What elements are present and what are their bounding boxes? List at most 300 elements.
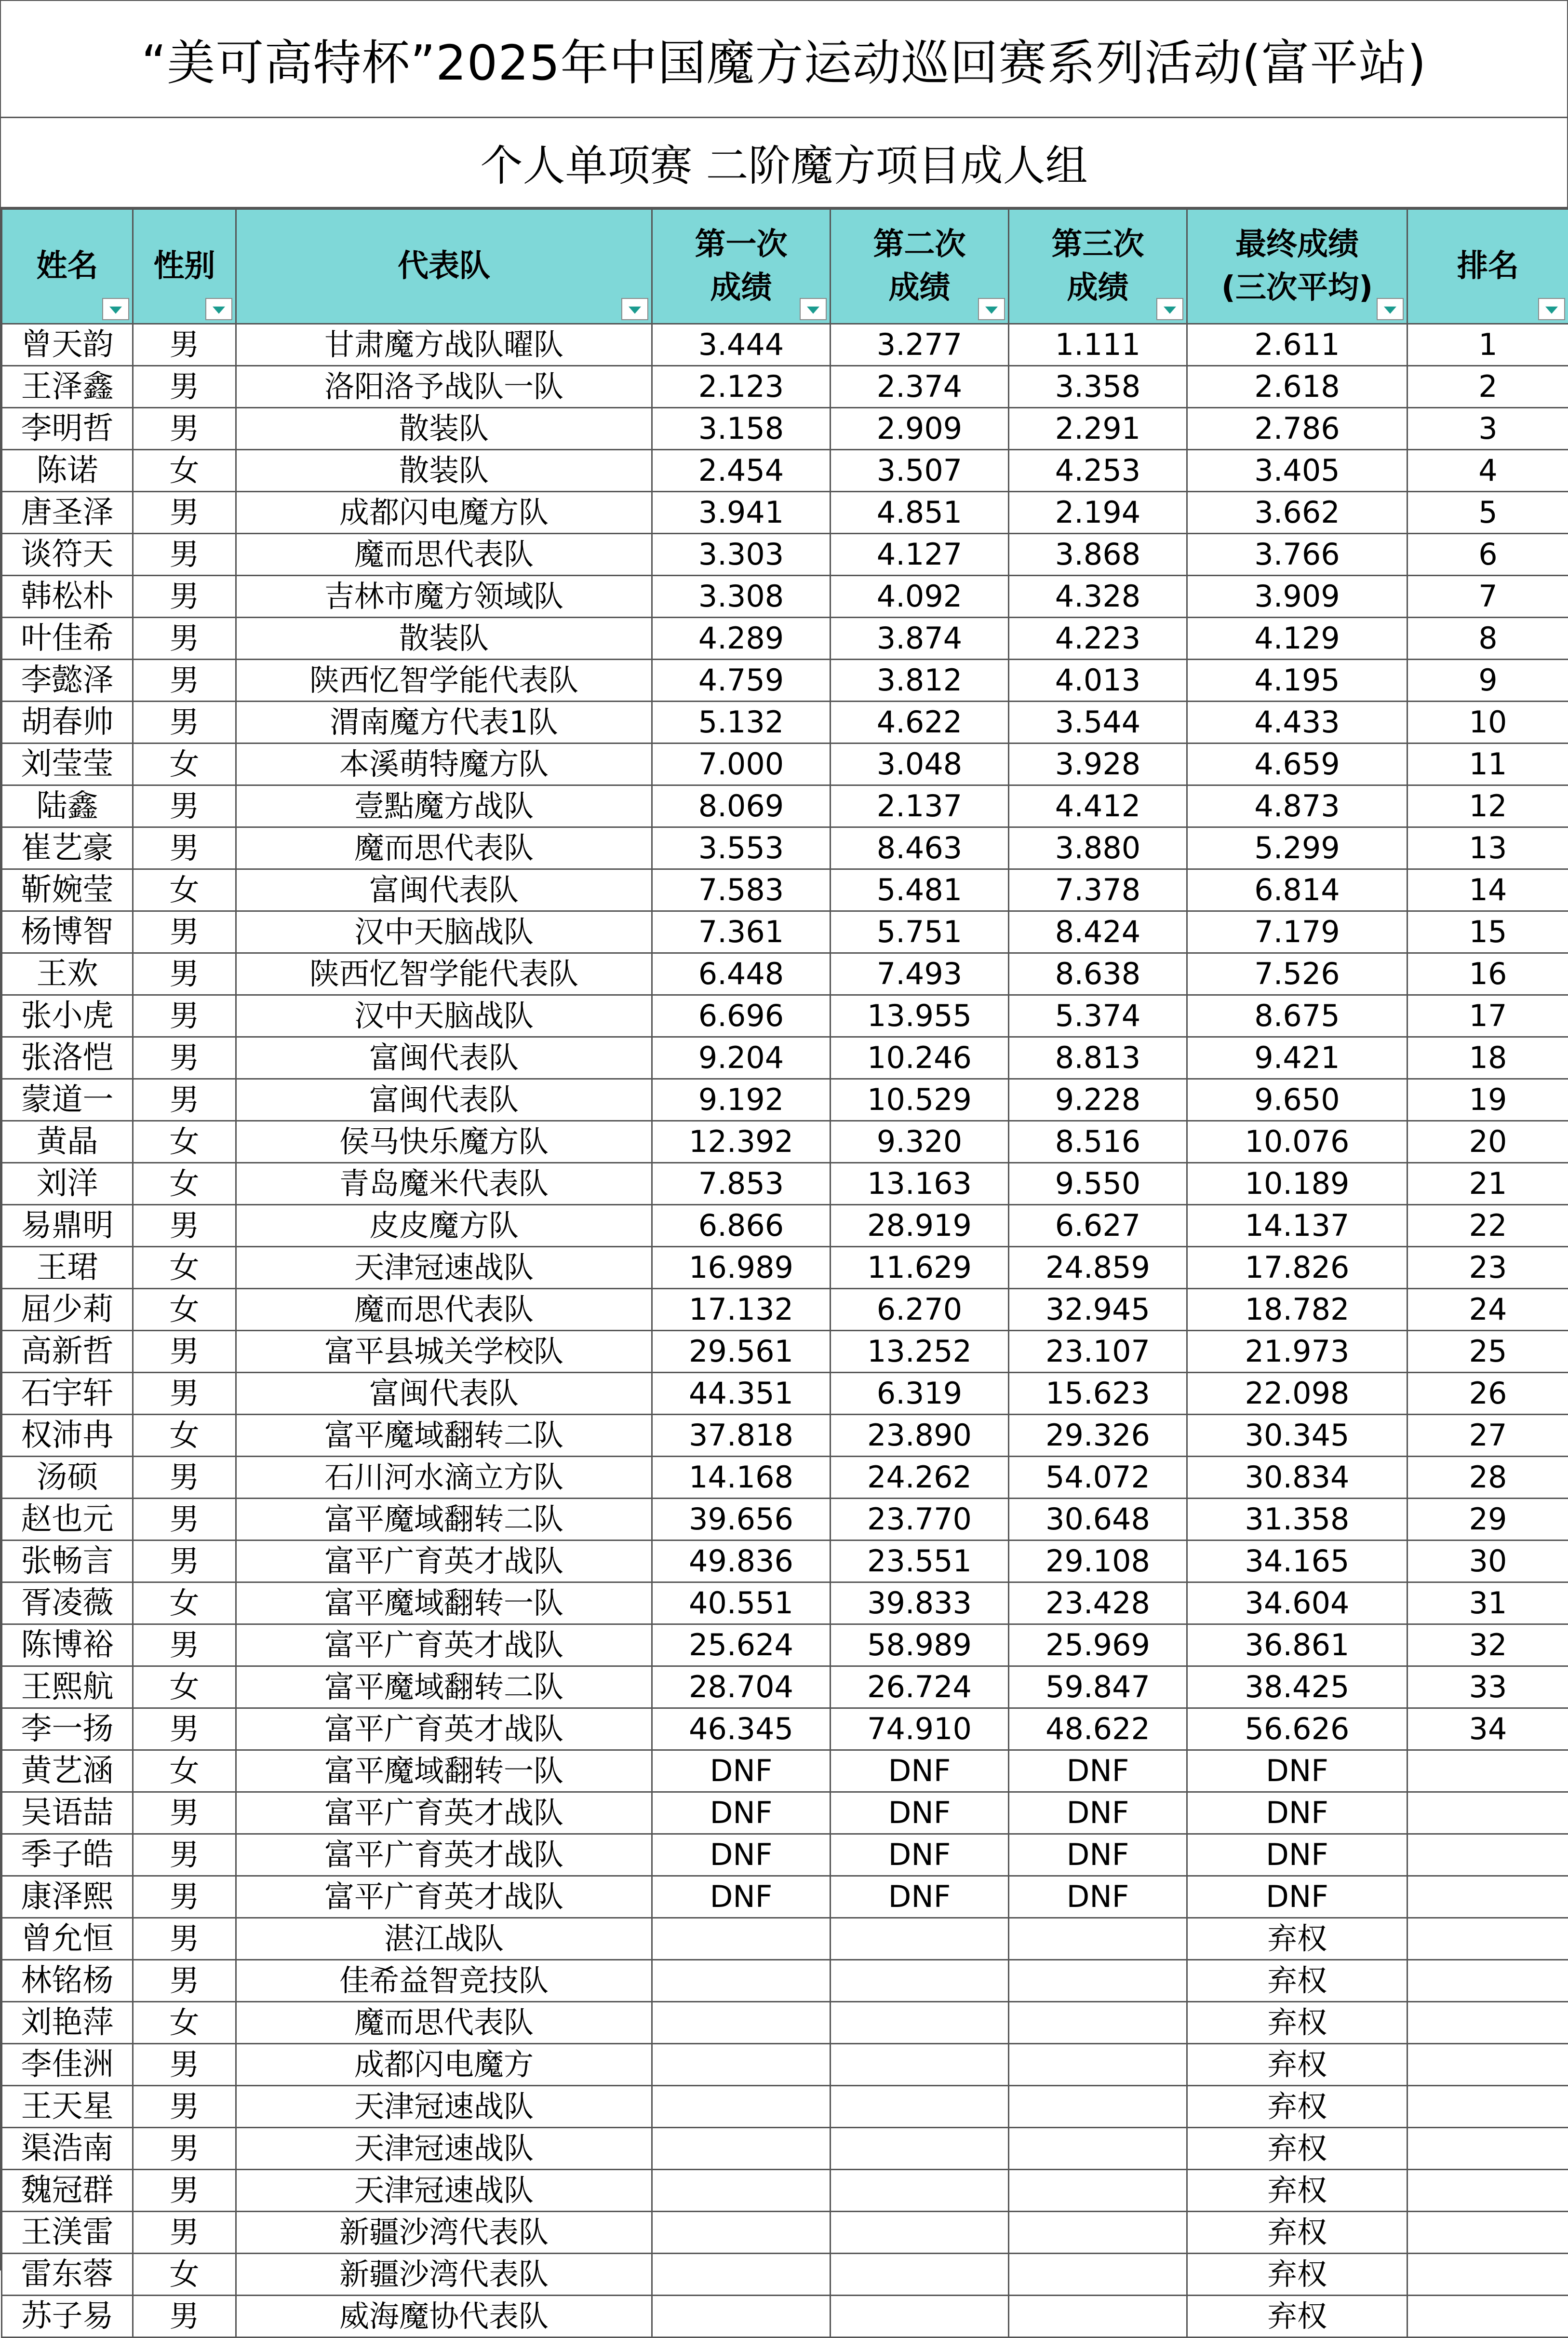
round3-cell[interactable] <box>1009 2002 1187 2044</box>
final-cell[interactable]: 34.165 <box>1187 1541 1407 1582</box>
round3-cell[interactable] <box>1009 1918 1187 1960</box>
rank-cell[interactable]: 15 <box>1407 911 1568 953</box>
gender-cell[interactable]: 男 <box>133 324 236 366</box>
rank-cell[interactable]: 34 <box>1407 1708 1568 1750</box>
name-cell[interactable]: 屈少莉 <box>2 1289 133 1331</box>
filter-dropdown-icon[interactable] <box>205 298 232 320</box>
team-cell[interactable]: 富平广育英才战队 <box>236 1834 652 1876</box>
round3-cell[interactable] <box>1009 2170 1187 2212</box>
final-cell[interactable]: 弃权 <box>1187 2002 1407 2044</box>
team-cell[interactable]: 洛阳洛予战队一队 <box>236 366 652 408</box>
final-cell[interactable]: 弃权 <box>1187 2086 1407 2128</box>
round1-cell[interactable]: 6.696 <box>652 995 831 1037</box>
team-cell[interactable]: 散装队 <box>236 450 652 492</box>
round1-cell[interactable]: 7.583 <box>652 869 831 911</box>
rank-cell[interactable]: 4 <box>1407 450 1568 492</box>
round3-cell[interactable]: 29.326 <box>1009 1415 1187 1457</box>
name-cell[interactable]: 陈诺 <box>2 450 133 492</box>
rank-cell[interactable] <box>1407 1792 1568 1834</box>
rank-cell[interactable]: 12 <box>1407 785 1568 827</box>
round3-cell[interactable]: 23.428 <box>1009 1582 1187 1624</box>
final-cell[interactable]: 18.782 <box>1187 1289 1407 1331</box>
round2-cell[interactable]: 4.127 <box>831 534 1009 576</box>
round2-cell[interactable]: 58.989 <box>831 1624 1009 1666</box>
round2-cell[interactable]: DNF <box>831 1834 1009 1876</box>
name-cell[interactable]: 王泽鑫 <box>2 366 133 408</box>
team-cell[interactable]: 天津冠速战队 <box>236 2086 652 2128</box>
rank-cell[interactable]: 30 <box>1407 1541 1568 1582</box>
team-cell[interactable]: 甘肃魔方战队曜队 <box>236 324 652 366</box>
gender-cell[interactable]: 男 <box>133 660 236 702</box>
name-cell[interactable]: 叶佳希 <box>2 618 133 660</box>
rank-cell[interactable]: 33 <box>1407 1666 1568 1708</box>
name-cell[interactable]: 易鼎明 <box>2 1205 133 1247</box>
final-cell[interactable]: 3.766 <box>1187 534 1407 576</box>
gender-cell[interactable]: 男 <box>133 2128 236 2170</box>
rank-cell[interactable] <box>1407 1750 1568 1792</box>
round2-cell[interactable]: 13.163 <box>831 1163 1009 1205</box>
rank-cell[interactable]: 29 <box>1407 1499 1568 1541</box>
name-cell[interactable]: 权沛冉 <box>2 1415 133 1457</box>
rank-cell[interactable]: 6 <box>1407 534 1568 576</box>
rank-cell[interactable]: 28 <box>1407 1457 1568 1499</box>
team-cell[interactable]: 富平魔域翻转一队 <box>236 1582 652 1624</box>
round1-cell[interactable]: DNF <box>652 1792 831 1834</box>
round1-cell[interactable]: 8.069 <box>652 785 831 827</box>
round1-cell[interactable] <box>652 2002 831 2044</box>
rank-cell[interactable] <box>1407 1918 1568 1960</box>
final-cell[interactable]: 2.611 <box>1187 324 1407 366</box>
rank-cell[interactable] <box>1407 2002 1568 2044</box>
round2-cell[interactable]: 13.252 <box>831 1331 1009 1373</box>
round1-cell[interactable]: 12.392 <box>652 1121 831 1163</box>
gender-cell[interactable]: 女 <box>133 1289 236 1331</box>
round2-cell[interactable]: 9.320 <box>831 1121 1009 1163</box>
round3-cell[interactable]: 8.424 <box>1009 911 1187 953</box>
round1-cell[interactable]: DNF <box>652 1834 831 1876</box>
round3-cell[interactable]: 3.358 <box>1009 366 1187 408</box>
round3-cell[interactable]: 48.622 <box>1009 1708 1187 1750</box>
name-cell[interactable]: 谈符天 <box>2 534 133 576</box>
team-cell[interactable]: 富平广育英才战队 <box>236 1708 652 1750</box>
round3-cell[interactable]: 2.291 <box>1009 408 1187 450</box>
filter-dropdown-icon[interactable] <box>102 298 129 320</box>
rank-cell[interactable]: 9 <box>1407 660 1568 702</box>
name-cell[interactable]: 张小虎 <box>2 995 133 1037</box>
team-cell[interactable]: 富闽代表队 <box>236 1037 652 1079</box>
round1-cell[interactable]: 16.989 <box>652 1247 831 1289</box>
name-cell[interactable]: 季子皓 <box>2 1834 133 1876</box>
team-cell[interactable]: 富平魔域翻转二队 <box>236 1415 652 1457</box>
rank-cell[interactable]: 18 <box>1407 1037 1568 1079</box>
round3-cell[interactable]: 4.253 <box>1009 450 1187 492</box>
rank-cell[interactable] <box>1407 2296 1568 2338</box>
name-cell[interactable]: 李明哲 <box>2 408 133 450</box>
team-cell[interactable]: 威海魔协代表队 <box>236 2296 652 2338</box>
filter-dropdown-icon[interactable] <box>1156 298 1183 320</box>
final-cell[interactable]: 34.604 <box>1187 1582 1407 1624</box>
round2-cell[interactable] <box>831 2002 1009 2044</box>
round3-cell[interactable]: DNF <box>1009 1876 1187 1918</box>
round3-cell[interactable]: 3.544 <box>1009 702 1187 743</box>
round2-cell[interactable]: 11.629 <box>831 1247 1009 1289</box>
name-cell[interactable]: 张洛恺 <box>2 1037 133 1079</box>
round2-cell[interactable]: DNF <box>831 1876 1009 1918</box>
name-cell[interactable]: 靳婉莹 <box>2 869 133 911</box>
round2-cell[interactable]: 23.770 <box>831 1499 1009 1541</box>
rank-cell[interactable] <box>1407 1834 1568 1876</box>
rank-cell[interactable]: 13 <box>1407 827 1568 869</box>
round3-cell[interactable]: 1.111 <box>1009 324 1187 366</box>
name-cell[interactable]: 林铭杨 <box>2 1960 133 2002</box>
final-cell[interactable]: 17.826 <box>1187 1247 1407 1289</box>
gender-cell[interactable]: 男 <box>133 1373 236 1415</box>
team-cell[interactable]: 天津冠速战队 <box>236 2170 652 2212</box>
round3-cell[interactable]: 4.412 <box>1009 785 1187 827</box>
final-cell[interactable]: 38.425 <box>1187 1666 1407 1708</box>
round3-cell[interactable]: 2.194 <box>1009 492 1187 534</box>
rank-cell[interactable]: 5 <box>1407 492 1568 534</box>
round1-cell[interactable]: 28.704 <box>652 1666 831 1708</box>
rank-cell[interactable]: 2 <box>1407 366 1568 408</box>
round1-cell[interactable]: 3.303 <box>652 534 831 576</box>
team-cell[interactable]: 石川河水滴立方队 <box>236 1457 652 1499</box>
round2-cell[interactable]: 2.909 <box>831 408 1009 450</box>
round1-cell[interactable]: 37.818 <box>652 1415 831 1457</box>
final-cell[interactable]: 2.786 <box>1187 408 1407 450</box>
round1-cell[interactable] <box>652 2044 831 2086</box>
round3-cell[interactable] <box>1009 2212 1187 2254</box>
round1-cell[interactable]: 39.656 <box>652 1499 831 1541</box>
name-cell[interactable]: 杨博智 <box>2 911 133 953</box>
gender-cell[interactable]: 男 <box>133 2212 236 2254</box>
round1-cell[interactable] <box>652 2254 831 2296</box>
final-cell[interactable]: 10.189 <box>1187 1163 1407 1205</box>
name-cell[interactable]: 韩松朴 <box>2 576 133 618</box>
round3-cell[interactable]: 24.859 <box>1009 1247 1187 1289</box>
round2-cell[interactable]: DNF <box>831 1792 1009 1834</box>
round2-cell[interactable] <box>831 1960 1009 2002</box>
round3-cell[interactable] <box>1009 2128 1187 2170</box>
rank-cell[interactable]: 24 <box>1407 1289 1568 1331</box>
gender-cell[interactable]: 男 <box>133 1792 236 1834</box>
final-cell[interactable]: 10.076 <box>1187 1121 1407 1163</box>
team-cell[interactable]: 魔而思代表队 <box>236 827 652 869</box>
round1-cell[interactable]: 9.192 <box>652 1079 831 1121</box>
round2-cell[interactable]: 5.481 <box>831 869 1009 911</box>
round1-cell[interactable]: 2.123 <box>652 366 831 408</box>
round3-cell[interactable]: 8.813 <box>1009 1037 1187 1079</box>
round3-cell[interactable]: 9.228 <box>1009 1079 1187 1121</box>
name-cell[interactable]: 刘莹莹 <box>2 743 133 785</box>
name-cell[interactable]: 李懿泽 <box>2 660 133 702</box>
gender-cell[interactable]: 男 <box>133 1205 236 1247</box>
round2-cell[interactable] <box>831 2254 1009 2296</box>
team-cell[interactable]: 湛江战队 <box>236 1918 652 1960</box>
filter-dropdown-icon[interactable] <box>621 298 648 320</box>
final-cell[interactable]: 36.861 <box>1187 1624 1407 1666</box>
team-cell[interactable]: 汉中天脑战队 <box>236 911 652 953</box>
rank-cell[interactable]: 21 <box>1407 1163 1568 1205</box>
round3-cell[interactable]: DNF <box>1009 1750 1187 1792</box>
final-cell[interactable]: 14.137 <box>1187 1205 1407 1247</box>
rank-cell[interactable]: 26 <box>1407 1373 1568 1415</box>
gender-cell[interactable]: 男 <box>133 1331 236 1373</box>
team-cell[interactable]: 陕西忆智学能代表队 <box>236 660 652 702</box>
team-cell[interactable]: 富平魔域翻转一队 <box>236 1750 652 1792</box>
team-cell[interactable]: 富平广育英才战队 <box>236 1624 652 1666</box>
filter-dropdown-icon[interactable] <box>1538 298 1565 320</box>
final-cell[interactable]: 弃权 <box>1187 2296 1407 2338</box>
rank-cell[interactable]: 22 <box>1407 1205 1568 1247</box>
filter-dropdown-icon[interactable] <box>1377 298 1404 320</box>
round3-cell[interactable] <box>1009 2086 1187 2128</box>
round1-cell[interactable]: 49.836 <box>652 1541 831 1582</box>
team-cell[interactable]: 散装队 <box>236 618 652 660</box>
final-cell[interactable]: 弃权 <box>1187 2170 1407 2212</box>
round2-cell[interactable]: 3.812 <box>831 660 1009 702</box>
round2-cell[interactable] <box>831 2296 1009 2338</box>
rank-cell[interactable]: 7 <box>1407 576 1568 618</box>
final-cell[interactable]: 8.675 <box>1187 995 1407 1037</box>
team-cell[interactable]: 魔而思代表队 <box>236 534 652 576</box>
gender-cell[interactable]: 男 <box>133 2086 236 2128</box>
round2-cell[interactable]: 6.270 <box>831 1289 1009 1331</box>
round1-cell[interactable]: 46.345 <box>652 1708 831 1750</box>
round1-cell[interactable]: 3.553 <box>652 827 831 869</box>
team-cell[interactable]: 天津冠速战队 <box>236 2128 652 2170</box>
round3-cell[interactable]: 29.108 <box>1009 1541 1187 1582</box>
round3-cell[interactable]: 9.550 <box>1009 1163 1187 1205</box>
round2-cell[interactable]: 10.246 <box>831 1037 1009 1079</box>
name-cell[interactable]: 陈博裕 <box>2 1624 133 1666</box>
round1-cell[interactable]: 3.444 <box>652 324 831 366</box>
round2-cell[interactable] <box>831 2170 1009 2212</box>
team-cell[interactable]: 魔而思代表队 <box>236 1289 652 1331</box>
name-cell[interactable]: 曾天韵 <box>2 324 133 366</box>
team-cell[interactable]: 富平魔域翻转二队 <box>236 1666 652 1708</box>
name-cell[interactable]: 康泽熙 <box>2 1876 133 1918</box>
round3-cell[interactable]: 6.627 <box>1009 1205 1187 1247</box>
gender-cell[interactable]: 男 <box>133 1541 236 1582</box>
name-cell[interactable]: 黄晶 <box>2 1121 133 1163</box>
name-cell[interactable]: 王珺 <box>2 1247 133 1289</box>
gender-cell[interactable]: 男 <box>133 1037 236 1079</box>
gender-cell[interactable]: 女 <box>133 743 236 785</box>
round3-cell[interactable]: 30.648 <box>1009 1499 1187 1541</box>
rank-cell[interactable] <box>1407 2254 1568 2296</box>
round2-cell[interactable]: DNF <box>831 1750 1009 1792</box>
team-cell[interactable]: 富闽代表队 <box>236 1079 652 1121</box>
rank-cell[interactable]: 14 <box>1407 869 1568 911</box>
round1-cell[interactable]: 3.308 <box>652 576 831 618</box>
final-cell[interactable]: 3.662 <box>1187 492 1407 534</box>
team-cell[interactable]: 壹點魔方战队 <box>236 785 652 827</box>
final-cell[interactable]: 4.873 <box>1187 785 1407 827</box>
round1-cell[interactable]: 40.551 <box>652 1582 831 1624</box>
gender-cell[interactable]: 女 <box>133 869 236 911</box>
team-cell[interactable]: 天津冠速战队 <box>236 1247 652 1289</box>
filter-dropdown-icon[interactable] <box>978 298 1005 320</box>
round2-cell[interactable]: 3.048 <box>831 743 1009 785</box>
round2-cell[interactable]: 4.092 <box>831 576 1009 618</box>
name-cell[interactable]: 张畅言 <box>2 1541 133 1582</box>
name-cell[interactable]: 唐圣泽 <box>2 492 133 534</box>
round2-cell[interactable]: 23.890 <box>831 1415 1009 1457</box>
rank-cell[interactable]: 11 <box>1407 743 1568 785</box>
round2-cell[interactable]: 3.874 <box>831 618 1009 660</box>
rank-cell[interactable]: 31 <box>1407 1582 1568 1624</box>
round3-cell[interactable]: 4.013 <box>1009 660 1187 702</box>
team-cell[interactable]: 富平广育英才战队 <box>236 1876 652 1918</box>
final-cell[interactable]: 30.834 <box>1187 1457 1407 1499</box>
round2-cell[interactable]: 13.955 <box>831 995 1009 1037</box>
round1-cell[interactable]: DNF <box>652 1750 831 1792</box>
round1-cell[interactable]: 3.941 <box>652 492 831 534</box>
final-cell[interactable]: 弃权 <box>1187 2212 1407 2254</box>
team-cell[interactable]: 吉林市魔方领域队 <box>236 576 652 618</box>
gender-cell[interactable]: 男 <box>133 2296 236 2338</box>
round2-cell[interactable]: 2.374 <box>831 366 1009 408</box>
final-cell[interactable]: 3.909 <box>1187 576 1407 618</box>
round2-cell[interactable]: 3.277 <box>831 324 1009 366</box>
rank-cell[interactable]: 27 <box>1407 1415 1568 1457</box>
rank-cell[interactable] <box>1407 2212 1568 2254</box>
round2-cell[interactable]: 2.137 <box>831 785 1009 827</box>
round2-cell[interactable]: 26.724 <box>831 1666 1009 1708</box>
final-cell[interactable]: 弃权 <box>1187 2254 1407 2296</box>
gender-cell[interactable]: 男 <box>133 702 236 743</box>
gender-cell[interactable]: 女 <box>133 2002 236 2044</box>
round3-cell[interactable]: 3.880 <box>1009 827 1187 869</box>
final-cell[interactable]: 弃权 <box>1187 1918 1407 1960</box>
team-cell[interactable]: 散装队 <box>236 408 652 450</box>
round1-cell[interactable]: 44.351 <box>652 1373 831 1415</box>
gender-cell[interactable]: 女 <box>133 1750 236 1792</box>
round1-cell[interactable]: 6.448 <box>652 953 831 995</box>
round1-cell[interactable] <box>652 2296 831 2338</box>
final-cell[interactable]: DNF <box>1187 1792 1407 1834</box>
final-cell[interactable]: 弃权 <box>1187 1960 1407 2002</box>
name-cell[interactable]: 石宇轩 <box>2 1373 133 1415</box>
round3-cell[interactable]: 54.072 <box>1009 1457 1187 1499</box>
name-cell[interactable]: 渠浩南 <box>2 2128 133 2170</box>
gender-cell[interactable]: 女 <box>133 1666 236 1708</box>
round1-cell[interactable] <box>652 2212 831 2254</box>
round3-cell[interactable]: 7.378 <box>1009 869 1187 911</box>
final-cell[interactable]: 4.195 <box>1187 660 1407 702</box>
name-cell[interactable]: 王渼雷 <box>2 2212 133 2254</box>
final-cell[interactable]: 弃权 <box>1187 2128 1407 2170</box>
round1-cell[interactable] <box>652 2128 831 2170</box>
final-cell[interactable]: 9.650 <box>1187 1079 1407 1121</box>
round1-cell[interactable] <box>652 2086 831 2128</box>
round1-cell[interactable]: 2.454 <box>652 450 831 492</box>
gender-cell[interactable]: 男 <box>133 366 236 408</box>
final-cell[interactable]: 弃权 <box>1187 2044 1407 2086</box>
team-cell[interactable]: 富平县城关学校队 <box>236 1331 652 1373</box>
round2-cell[interactable]: 23.551 <box>831 1541 1009 1582</box>
gender-cell[interactable]: 男 <box>133 1499 236 1541</box>
team-cell[interactable]: 青岛魔米代表队 <box>236 1163 652 1205</box>
name-cell[interactable]: 胥凌薇 <box>2 1582 133 1624</box>
round3-cell[interactable]: 23.107 <box>1009 1331 1187 1373</box>
round1-cell[interactable] <box>652 1918 831 1960</box>
name-cell[interactable]: 王天星 <box>2 2086 133 2128</box>
final-cell[interactable]: DNF <box>1187 1834 1407 1876</box>
rank-cell[interactable]: 16 <box>1407 953 1568 995</box>
rank-cell[interactable] <box>1407 2170 1568 2212</box>
rank-cell[interactable]: 32 <box>1407 1624 1568 1666</box>
team-cell[interactable]: 富平广育英才战队 <box>236 1541 652 1582</box>
team-cell[interactable]: 富闽代表队 <box>236 869 652 911</box>
round2-cell[interactable]: 10.529 <box>831 1079 1009 1121</box>
round2-cell[interactable]: 5.751 <box>831 911 1009 953</box>
final-cell[interactable]: 30.345 <box>1187 1415 1407 1457</box>
name-cell[interactable]: 陆鑫 <box>2 785 133 827</box>
filter-dropdown-icon[interactable] <box>800 298 827 320</box>
round3-cell[interactable]: 59.847 <box>1009 1666 1187 1708</box>
name-cell[interactable]: 高新哲 <box>2 1331 133 1373</box>
name-cell[interactable]: 刘洋 <box>2 1163 133 1205</box>
round2-cell[interactable]: 4.851 <box>831 492 1009 534</box>
round3-cell[interactable]: 4.328 <box>1009 576 1187 618</box>
rank-cell[interactable]: 19 <box>1407 1079 1568 1121</box>
round3-cell[interactable]: 3.928 <box>1009 743 1187 785</box>
team-cell[interactable]: 新疆沙湾代表队 <box>236 2254 652 2296</box>
round1-cell[interactable]: 7.361 <box>652 911 831 953</box>
gender-cell[interactable]: 男 <box>133 1624 236 1666</box>
round2-cell[interactable]: 39.833 <box>831 1582 1009 1624</box>
gender-cell[interactable]: 男 <box>133 1708 236 1750</box>
gender-cell[interactable]: 男 <box>133 1079 236 1121</box>
gender-cell[interactable]: 男 <box>133 1960 236 2002</box>
round1-cell[interactable]: 9.204 <box>652 1037 831 1079</box>
round1-cell[interactable]: 4.759 <box>652 660 831 702</box>
gender-cell[interactable]: 女 <box>133 1121 236 1163</box>
round2-cell[interactable]: 4.622 <box>831 702 1009 743</box>
rank-cell[interactable]: 10 <box>1407 702 1568 743</box>
round3-cell[interactable]: 15.623 <box>1009 1373 1187 1415</box>
round1-cell[interactable]: 4.289 <box>652 618 831 660</box>
round3-cell[interactable]: 5.374 <box>1009 995 1187 1037</box>
round1-cell[interactable]: 25.624 <box>652 1624 831 1666</box>
final-cell[interactable]: 5.299 <box>1187 827 1407 869</box>
round2-cell[interactable] <box>831 2128 1009 2170</box>
rank-cell[interactable] <box>1407 2086 1568 2128</box>
final-cell[interactable]: 4.433 <box>1187 702 1407 743</box>
round3-cell[interactable]: 8.638 <box>1009 953 1187 995</box>
round2-cell[interactable]: 8.463 <box>831 827 1009 869</box>
round1-cell[interactable]: 7.853 <box>652 1163 831 1205</box>
name-cell[interactable]: 胡春帅 <box>2 702 133 743</box>
rank-cell[interactable]: 25 <box>1407 1331 1568 1373</box>
rank-cell[interactable] <box>1407 1960 1568 2002</box>
round2-cell[interactable] <box>831 2212 1009 2254</box>
name-cell[interactable]: 蒙道一 <box>2 1079 133 1121</box>
round3-cell[interactable]: DNF <box>1009 1792 1187 1834</box>
final-cell[interactable]: 3.405 <box>1187 450 1407 492</box>
gender-cell[interactable]: 女 <box>133 1247 236 1289</box>
team-cell[interactable]: 成都闪电魔方队 <box>236 492 652 534</box>
rank-cell[interactable]: 3 <box>1407 408 1568 450</box>
team-cell[interactable]: 富平广育英才战队 <box>236 1792 652 1834</box>
gender-cell[interactable]: 男 <box>133 785 236 827</box>
final-cell[interactable]: 4.659 <box>1187 743 1407 785</box>
final-cell[interactable]: 7.179 <box>1187 911 1407 953</box>
round1-cell[interactable]: 14.168 <box>652 1457 831 1499</box>
name-cell[interactable]: 黄艺涵 <box>2 1750 133 1792</box>
